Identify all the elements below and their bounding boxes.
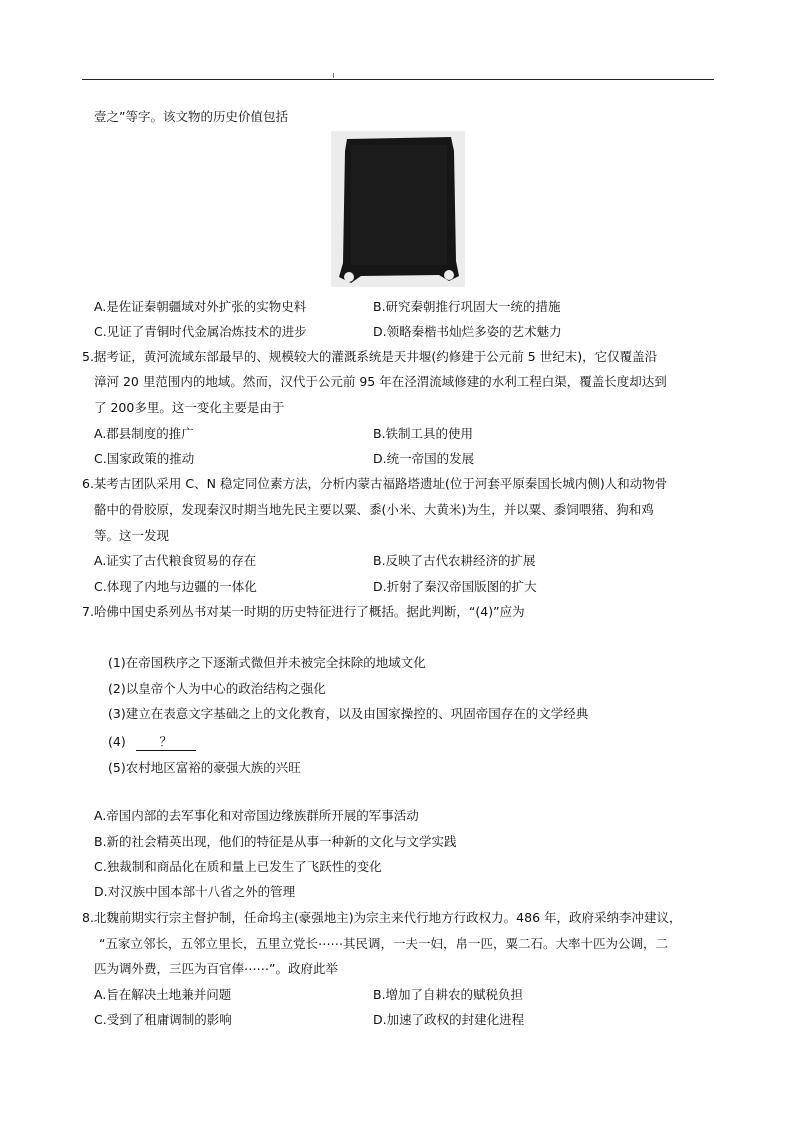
q6-stem-line2: 骼中的骨胶原，发现秦汉时期当地先民主要以粟、黍(小米、大黄米)为生，并以粟、黍饲喂猪、狗和鸡 [94,502,654,517]
q4-option-a: A.是佐证秦朝疆域对外扩张的实物史料 [94,299,307,314]
q5-option-a: A.郡县制度的推广 [94,426,194,441]
q6-stem-line1: 6.某考古团队采用 C、N 稳定同位素方法，分析内蒙古福路塔遗址(位于河套平原秦国长城内侧)人和动物骨 [82,476,668,491]
q7-item-5: (5)农村地区富裕的豪强大族的兴旺 [108,760,301,775]
q6-stem-line3: 等。这一发现 [94,528,170,543]
q6-option-b: B.反映了古代农耕经济的扩展 [373,553,536,568]
q5-option-d: D.统一帝国的发展 [373,451,475,466]
q8-option-a: A.旨在解决土地兼并问题 [94,987,232,1002]
q7-option-b: B.新的社会精英出现，他们的特征是从事一种新的文化与文学实践 [94,834,457,849]
q5-stem-line2: 漳河 20 里范围内的地域。然而，汉代于公元前 95 年在泾渭流域修建的水利工程白渠，覆盖长度却达到 [94,374,667,389]
q8-stem-line2: “五家立邻长，五邻立里长，五里立党长⋯⋯其民调，一夫一妇，帛一匹，粟二石。大率十匹为公调，二 [99,936,668,951]
q7-option-c: C.独裁制和商品化在质和量上已发生了飞跃性的变化 [94,859,382,874]
artifact-photo [331,131,465,287]
q6-option-d: D.折射了秦汉帝国版图的扩大 [373,579,537,594]
artifact-tablet-icon [331,131,465,287]
q8-option-c: C.受到了租庸调制的影响 [94,1012,232,1027]
q7-item-4-blank: ？ [136,734,196,751]
q5-stem-line3: 了 200多里。这一变化主要是由于 [94,400,285,415]
q6-option-c: C.体现了内地与边疆的一体化 [94,579,257,594]
q6-option-a: A.证实了古代粮食贸易的存在 [94,553,257,568]
q4-option-b: B.研究秦朝推行巩固大一统的措施 [373,299,561,314]
q5-stem-line1: 5.据考证，黄河流域东部最早的、规模较大的灌溉系统是天井堰(约修建于公元前 5 世纪末)，它仅覆盖沿 [82,349,658,364]
q7-item-4-label: (4) [108,734,126,749]
intro-text: 壹之”等字。该文物的历史价值包括 [94,109,288,124]
q8-stem-line3: 匹为调外费，三匹为百官俸⋯⋯”。政府此举 [94,961,338,976]
q4-option-d: D.领略秦楷书灿烂多姿的艺术魅力 [373,324,562,339]
header-tick [333,73,334,78]
q7-item-1: (1)在帝国秩序之下逐渐式微但并未被完全抹除的地域文化 [108,655,426,670]
header-rule [82,79,714,80]
q7-option-a: A.帝国内部的去军事化和对帝国边缘族群所开展的军事活动 [94,808,419,823]
q8-stem-line1: 8.北魏前期实行宗主督护制，任命坞主(豪强地主)为宗主来代行地方行政权力。486 年，政府采纳李冲建议， [82,910,682,925]
q8-option-d: D.加速了政权的封建化进程 [373,1012,525,1027]
q7-option-d: D.对汉族中国本部十八省之外的管理 [94,884,296,899]
q4-option-c: C.见证了青铜时代金属冶炼技术的进步 [94,324,307,339]
q7-stem: 7.哈佛中国史系列丛书对某一时期的历史特征进行了概括。据此判断，“(4)”应为 [82,604,525,619]
q7-item-2: (2)以皇帝个人为中心的政治结构之强化 [108,681,326,696]
q5-option-c: C.国家政策的推动 [94,451,195,466]
q5-option-b: B.铁制工具的使用 [373,426,474,441]
q8-option-b: B.增加了自耕农的赋税负担 [373,987,524,1002]
q7-item-3: (3)建立在表意文字基础之上的文化教育，以及由国家操控的、巩固帝国存在的文学经典 [108,706,589,721]
q7-item-4 [108,734,196,751]
